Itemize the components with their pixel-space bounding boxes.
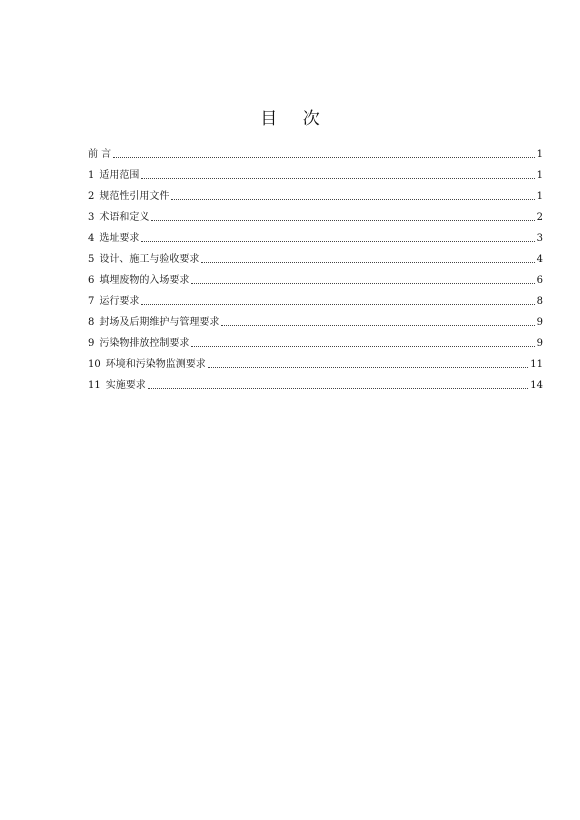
- toc-list: [88, 140, 543, 392]
- toc-entry-label: 运行要求: [99, 296, 140, 307]
- toc-entry-number: 8: [88, 317, 95, 328]
- toc-entry-page: 8: [536, 296, 543, 307]
- toc-entry[interactable]: [88, 266, 543, 287]
- toc-entry-page: 6: [536, 275, 543, 286]
- toc-dot-leader: [201, 262, 534, 263]
- toc-dot-leader: [208, 367, 529, 368]
- toc-entry-label: 前 言: [88, 149, 112, 160]
- toc-entry-number: 7: [88, 296, 95, 307]
- toc-title: 目 次: [260, 109, 330, 129]
- toc-entry-number: 6: [88, 275, 95, 286]
- toc-entry-page: 2: [536, 212, 543, 223]
- toc-entry-number: 5: [88, 254, 95, 265]
- toc-dot-leader: [191, 283, 534, 284]
- toc-entry-page: 3: [536, 233, 543, 244]
- toc-entry-label: 适用范围: [99, 170, 140, 181]
- toc-entry[interactable]: [88, 203, 543, 224]
- toc-entry-number: 10: [88, 359, 101, 370]
- toc-entry-label: 设计、施工与验收要求: [99, 254, 200, 265]
- toc-dot-leader: [113, 157, 534, 158]
- toc-entry-number: 1: [88, 170, 95, 181]
- toc-entry-label: 污染物排放控制要求: [99, 338, 190, 349]
- toc-dot-leader: [148, 388, 529, 389]
- toc-entry[interactable]: [88, 371, 543, 392]
- toc-entry-page: 1: [536, 191, 543, 202]
- toc-entry-label: 术语和定义: [99, 212, 150, 223]
- toc-entry-number: 4: [88, 233, 95, 244]
- toc-entry[interactable]: [88, 245, 543, 266]
- toc-entry-label: 封场及后期维护与管理要求: [99, 317, 220, 328]
- toc-dot-leader: [141, 304, 534, 305]
- toc-entry[interactable]: [88, 161, 543, 182]
- toc-entry[interactable]: [88, 287, 543, 308]
- toc-entry[interactable]: [88, 308, 543, 329]
- toc-entry[interactable]: [88, 329, 543, 350]
- toc-entry-number: 9: [88, 338, 95, 349]
- toc-entry-page: 9: [536, 338, 543, 349]
- toc-dot-leader: [141, 241, 534, 242]
- toc-entry-page: 14: [530, 380, 543, 391]
- toc-entry-number: 2: [88, 191, 95, 202]
- toc-entry[interactable]: [88, 140, 543, 161]
- toc-dot-leader: [171, 199, 534, 200]
- toc-entry-label: 选址要求: [99, 233, 140, 244]
- toc-dot-leader: [191, 346, 534, 347]
- toc-entry[interactable]: [88, 182, 543, 203]
- toc-entry-label: 规范性引用文件: [99, 191, 170, 202]
- toc-entry-page: 1: [536, 170, 543, 181]
- toc-entry[interactable]: [88, 224, 543, 245]
- toc-dot-leader: [141, 178, 534, 179]
- toc-entry-label: 环境和污染物监测要求: [105, 359, 206, 370]
- toc-entry-label: 实施要求: [105, 380, 146, 391]
- toc-dot-leader: [151, 220, 534, 221]
- toc-dot-leader: [221, 325, 534, 326]
- toc-entry-page: 4: [536, 254, 543, 265]
- toc-entry[interactable]: [88, 350, 543, 371]
- toc-entry-page: 1: [536, 149, 543, 160]
- toc-entry-number: 3: [88, 212, 95, 223]
- toc-entry-page: 9: [536, 317, 543, 328]
- toc-entry-label: 填埋废物的入场要求: [99, 275, 190, 286]
- toc-entry-page: 11: [530, 359, 543, 370]
- toc-entry-number: 11: [88, 380, 101, 391]
